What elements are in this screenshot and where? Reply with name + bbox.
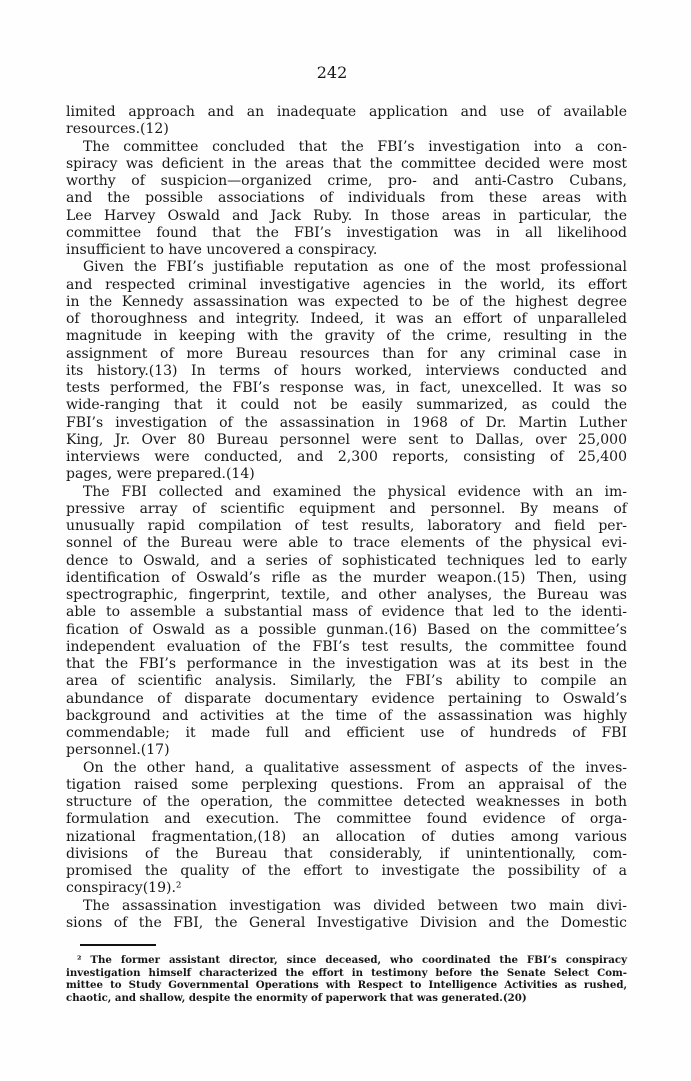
text-line: and the possible associations of individuals from these areas with — [66, 190, 627, 207]
paragraph — [66, 259, 627, 483]
paragraph — [66, 954, 627, 1004]
paragraph — [66, 104, 627, 139]
text-line: committee found that the FBI’s investigation was in all likelihood — [66, 224, 627, 241]
text-line: unusually rapid compilation of test results, laboratory and field per- — [66, 518, 627, 534]
body-text — [66, 104, 627, 932]
text-line: FBI’s investigation of the assassination in 1968 of Dr. Martin Luther — [66, 414, 627, 431]
text-line: assignment of more Bureau resources than for any criminal case in — [66, 345, 627, 362]
footnote — [66, 954, 627, 1004]
text-line: Given the FBI’s justifiable reputation as one of the most professional — [83, 259, 627, 276]
text-line: independent evaluation of the FBI’s test results, the committee found — [66, 638, 627, 655]
text-line: spectrographic, fingerprint, textile, and other analyses, the Bureau was — [66, 587, 627, 603]
text-line: pressive array of scientific equipment and personnel. By means of — [66, 500, 627, 517]
text-line: tigation raised some perplexing questions. From an appraisal of the — [66, 776, 627, 793]
text-line: its history.(13) In terms of hours worked, interviews conducted and — [66, 362, 627, 379]
text-line: interviews were conducted, and 2,300 reports, consisting of 25,400 — [66, 449, 627, 465]
text-line: identification of Oswald’s rifle as the murder weapon.(15) Then, using — [66, 569, 627, 586]
text-line: mittee to Study Governmental Operations with Respect to Intelligence Activities as rushed, — [66, 979, 627, 992]
text-line: abundance of disparate documentary evidence pertaining to Oswald’s — [66, 690, 627, 707]
text-line: nizational fragmentation,(18) an allocation of duties among various — [66, 828, 627, 845]
text-line: formulation and execution. The committee found evidence of orga- — [66, 811, 627, 828]
text-line: The assassination investigation was divided between two main divi- — [83, 897, 627, 914]
text-line: ² The former assistant director, since deceased, who coordinated the FBI’s conspiracy — [77, 954, 627, 966]
text-line: On the other hand, a qualitative assessment of aspects of the inves- — [83, 759, 627, 776]
text-line: insufficient to have uncovered a conspiracy. — [66, 242, 378, 258]
text-line: dence to Oswald, and a series of sophisticated techniques led to early — [66, 552, 627, 569]
text-line: magnitude in keeping with the gravity of the crime, resulting in the — [66, 328, 627, 345]
paragraph — [66, 760, 627, 898]
text-line: spiracy was deficient in the areas that the committee decided were most — [66, 155, 627, 172]
text-line: and respected criminal investigative agencies in the world, its effort — [66, 276, 627, 293]
text-line: The FBI collected and examined the physical evidence with an im- — [83, 483, 627, 500]
text-line: sonnel of the Bureau were able to trace elements of the physical evi- — [66, 535, 627, 552]
text-line: promised the quality of the effort to investigate the possibility of a — [66, 863, 627, 879]
text-line: in the Kennedy assassination was expected to be of the highest degree — [66, 293, 627, 310]
text-line: that the FBI’s performance in the investigation was at its best in the — [66, 656, 627, 672]
text-line: tests performed, the FBI’s response was, in fact, unexcelled. It was so — [66, 380, 627, 396]
text-line: structure of the operation, the committee detected weaknesses in both — [66, 794, 627, 810]
text-line: The committee concluded that the FBI’s investigation into a con- — [83, 138, 627, 155]
footnote-rule — [80, 944, 156, 946]
text-line: sions of the FBI, the General Investigative Division and the Domestic — [66, 914, 627, 931]
text-line: divisions of the Bureau that considerably, if unintentionally, com- — [66, 845, 627, 862]
text-line: background and activities at the time of the assassination was highly — [66, 707, 627, 724]
text-line: limited approach and an inadequate application and use of available — [66, 104, 627, 120]
text-line: able to assemble a substantial mass of evidence that led to the identi- — [66, 604, 627, 621]
paragraph — [66, 898, 627, 933]
text-line: fication of Oswald as a possible gunman.(16) Based on the committee’s — [66, 621, 627, 638]
text-line: commendable; it made full and efficient use of hundreds of FBI — [66, 725, 627, 741]
page-number: 242 — [316, 63, 348, 82]
text-line: of thoroughness and integrity. Indeed, it was an effort of unparalleled — [66, 311, 627, 327]
paragraph — [66, 139, 627, 260]
text-line: investigation himself characterized the effort in testimony before the Senate Select Com- — [66, 966, 627, 979]
text-line: worthy of suspicion—organized crime, pro- and anti-Castro Cubans, — [66, 173, 627, 189]
text-line: personnel.(17) — [66, 742, 170, 759]
text-line: wide-ranging that it could not be easily summarized, as could the — [66, 397, 627, 414]
text-line: King, Jr. Over 80 Bureau personnel were sent to Dallas, over 25,000 — [66, 431, 627, 448]
text-line: area of scientific analysis. Similarly, the FBI’s ability to compile an — [66, 673, 627, 690]
text-line: chaotic, and shallow, despite the enormity of paperwork that was generated.(20) — [66, 991, 527, 1004]
text-line: pages, were prepared.(14) — [66, 466, 255, 483]
text-line: Lee Harvey Oswald and Jack Ruby. In those areas in particular, the — [66, 207, 627, 224]
paragraph — [66, 484, 627, 760]
text-line: resources.(12) — [66, 121, 169, 138]
text-line: conspiracy(19).² — [66, 880, 182, 897]
